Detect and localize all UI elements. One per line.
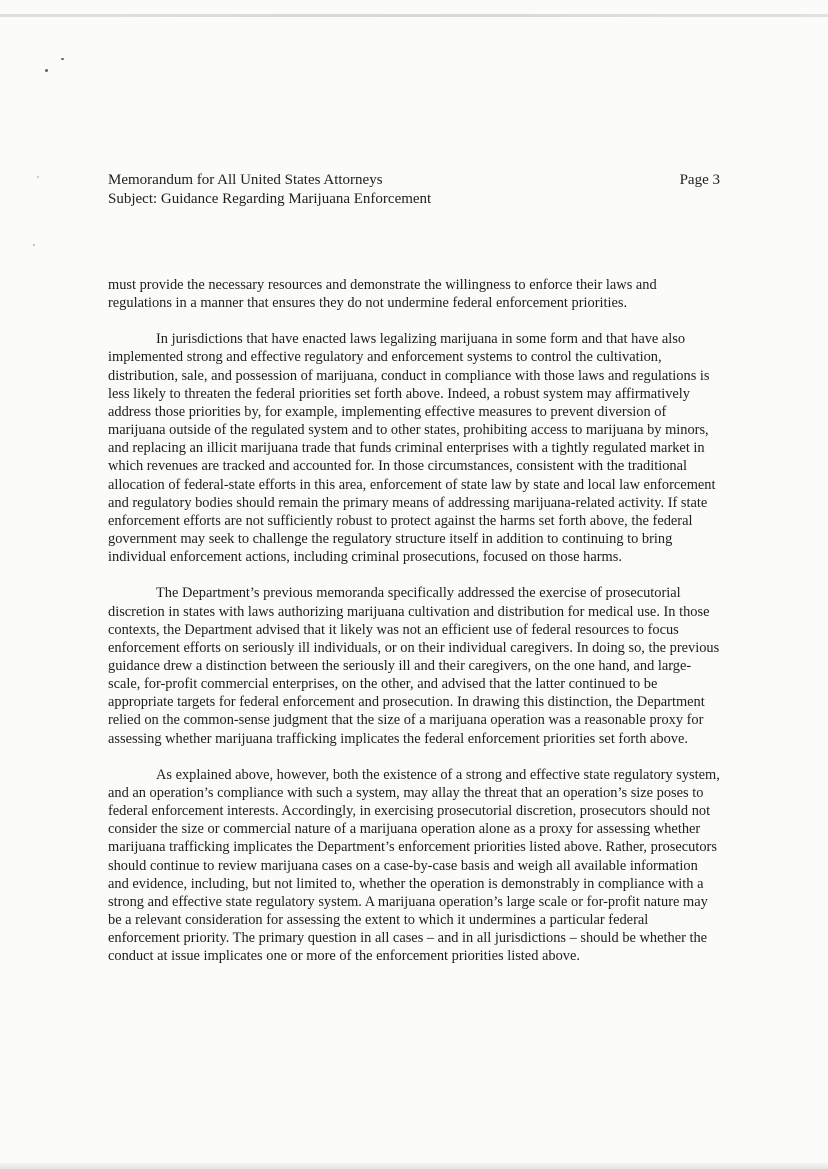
scan-speck	[61, 58, 64, 60]
paragraph-prosecutorial-discretion: As explained above, however, both the existence of a strong and effective state regulatory system, and an operation’s compliance with such a system, may allay the threat that an operation’s size poses to federal enforcement interests. Accordingly, in exercising prosecutorial discretion, prosecutors should not consider the size or commercial nature of a marijuana operation alone as a proxy for assessing whether marijuana trafficking implicates the Department’s enforcement priorities listed above. Rather, prosecutors should continue to review marijuana cases on a case-by-case basis and weigh all available information and evidence, including, but not limited to, whether the operation is demonstrably in compliance with a strong and effective state regulatory system. A marijuana operation’s large scale or for-profit nature may be a relevant consideration for assessing the extent to which it undermines a particular federal enforcement priority. The primary question in all cases – and in all jurisdictions – should be whether the conduct at issue implicates one or more of the enforcement priorities listed above.	[108, 766, 720, 965]
scan-speck	[33, 244, 35, 246]
header-first-line	[108, 171, 720, 190]
memo-subject: Subject: Guidance Regarding Marijuana Enforcement	[108, 191, 432, 207]
memo-recipient: Memorandum for All United States Attorneys	[108, 172, 383, 188]
memo-header	[108, 171, 720, 209]
scan-speck	[45, 69, 48, 72]
scan-speck	[37, 176, 39, 178]
page-number: Page 3	[679, 172, 720, 188]
scan-edge-bottom	[0, 1163, 828, 1169]
paragraph-continuation: must provide the necessary resources and demonstrate the willingness to enforce their laws and regulations in a manner that ensures they do not undermine federal enforcement priorities.	[108, 277, 657, 312]
paragraph-regulatory-systems: In jurisdictions that have enacted laws legalizing marijuana in some form and that have also implemented strong and effective regulatory and enforcement systems to control the cultivation, distribution, sale, and possession of marijuana, conduct in compliance with those laws and regulations is less likely to threaten the federal priorities set forth above. Indeed, a robust system may affirmatively address those priorities by, for example, implementing effective measures to prevent diversion of marijuana outside of the regulated system and to other states, prohibiting access to marijuana by minors, and replacing an illicit marijuana trade that funds criminal enterprises with a tightly regulated market in which revenues are tracked and accounted for. In those circumstances, consistent with the traditional allocation of federal-state efforts in this area, enforcement of state law by state and local law enforcement and regulatory bodies should remain the primary means of addressing marijuana-related activity. If state enforcement efforts are not sufficiently robust to protect against the harms set forth above, the federal government may seek to challenge the regulatory structure itself in addition to continuing to bring individual enforcement actions, including criminal prosecutions, focused on those harms.	[108, 331, 716, 566]
scan-edge-top	[0, 14, 828, 17]
paragraph-previous-memoranda: The Department’s previous memoranda specifically addressed the exercise of prosecutorial discretion in states with laws authorizing marijuana cultivation and distribution for medical use. In those contexts, the Department advised that it likely was not an efficient use of federal resources to focus enforcement efforts on seriously ill individuals, or on their individual caregivers. In doing so, the previous guidance drew a distinction between the seriously ill and their caregivers, on the one hand, and large-scale, for-profit commercial enterprises, on the other, and advised that the latter continued to be appropriate targets for federal enforcement and prosecution. In drawing this distinction, the Department relied on the common-sense judgment that the size of a marijuana operation was a reasonable proxy for assessing whether marijuana trafficking implicates the federal enforcement priorities set forth above.	[108, 585, 720, 747]
memo-body	[108, 276, 720, 983]
